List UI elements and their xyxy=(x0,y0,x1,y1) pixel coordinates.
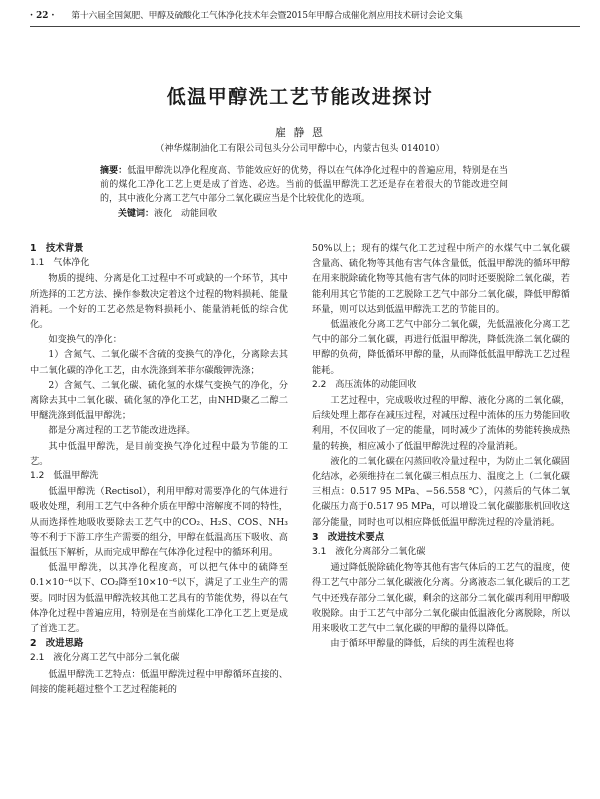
body-paragraph: 由于循环甲醇量的降低，后续的再生流程也将 xyxy=(330,638,515,650)
body-paragraph: 工艺过程中，完成吸收过程的甲醇、液化分离的二氧化碳，后续处理上都存在减压过程，对减压过程中流体的压力势能回收利用，不仅回收了一定的能量，同时减少了流体的势能转换成热量的转换，相应减小了低温甲醇洗过程的冷量消耗。 xyxy=(312,395,570,452)
left-column xyxy=(30,241,288,697)
body-paragraph: 都是分离过程的工艺节能改进选择。 xyxy=(48,425,196,437)
section-heading: 3 改进技术要点 xyxy=(312,531,385,543)
keywords-label: 关键词： xyxy=(118,209,155,219)
running-header xyxy=(30,6,580,27)
body-paragraph: 通过降低脱除硫化物等其他有害气体后的工艺气的温度，使得工艺气中部分二氧化碳液化分离。分离液态二氧化碳后的工艺气中还残存部分二氧化碳，剩余的这部分二氧化碳再利用甲醇吸收脱除。由于工艺气中部分二氧化碳由低温液化分离脱除，所以用来吸收工艺气中二氧化碳的甲醇的量得以降低。 xyxy=(312,562,570,635)
article-title: 低温甲醇洗工艺节能改进探讨 xyxy=(166,86,434,108)
keywords-text: 液化 动能回收 xyxy=(154,209,218,219)
right-column xyxy=(312,241,570,651)
section-heading: 1 技术背景 xyxy=(30,243,84,254)
abstract-label: 摘要： xyxy=(100,166,128,176)
body-paragraph: 其中低温甲醇洗，是目前变换气净化过程中最为节能的工艺。 xyxy=(30,440,288,467)
keywords xyxy=(118,207,508,221)
body-paragraph: 低温液化分离工艺气中部分二氧化碳，先低温液化分离工艺气中的部分二氧化碳，再进行低温甲醇洗，降低洗涤二氧化碳的甲醇的负荷，降低循环甲醇的量，从而降低低温甲醇洗工艺过程能耗。 xyxy=(312,319,570,376)
section-heading: 2 改进思路 xyxy=(30,638,84,650)
journal-title: 第十六届全国氮肥、甲醇及硫酸化工气体净化技术年会暨2015年甲醇合成催化剂应用技术研讨会论文集 xyxy=(71,11,463,21)
body-paragraph: 低温甲醇洗（Rectisol），利用甲醇对需要净化的气体进行吸收处理，利用工艺气中各种介质在甲醇中溶解度不同的特性，从而选择性地吸收要除去工艺气中的CO₂、H₂S、COS、NH₃等不利于下游工序生产需要的组分，甲醇在低温高压下吸收、高温低压下解析，从而完成甲醇在气体净化过程中的循环利用。 xyxy=(30,486,288,559)
subsection-heading: 1.2 低温甲醇洗 xyxy=(30,471,99,482)
page-number: · 22 · xyxy=(30,11,55,21)
body-paragraph: 低温甲醇洗，以其净化程度高，可以把气体中的硫降至0.1×10⁻⁶以下、CO₂降至10×10⁻⁶以下，满足了工业生产的需要。同时因为低温甲醇洗较其他工艺具有的节能优势，得以在气体净化过程中普遍应用，特别是在当前煤化工净化工艺上更是成了首选工艺。 xyxy=(30,562,288,635)
subsection-heading: 3.1 液化分离部分二氧化碳 xyxy=(312,547,426,558)
body-paragraph: 如变换气的净化： xyxy=(48,334,122,346)
body-paragraph: 低温甲醇洗工艺特点：低温甲醇洗过程中甲醇循环直接的、间接的能耗超过整个工艺过程能耗的 xyxy=(30,668,288,695)
author-name: 雇 静 恩 xyxy=(275,126,325,139)
subsection-heading: 2.2 高压流体的动能回收 xyxy=(312,379,417,390)
abstract-text: 低温甲醇洗以净化程度高、节能效应好的优势，得以在气体净化过程中的普遍应用，特别是在当前的煤化工净化工艺上更是成了首选、必选。当前的低温甲醇洗工艺还是存在着很大的节能改进空间的，其中液化分离工艺气中部分二氧化碳应当是个比较优化的选项。 xyxy=(100,166,508,204)
body-paragraph: 50%以上；现有的煤气化工艺过程中所产的水煤气中二氧化碳含量高、硫化物等其他有害气体含量低，低温甲醇洗的循环甲醇在用来脱除硫化物等其他有害气体的同时还要脱除二氧化碳，若能利用其它节能的工艺脱除工艺气中部分二氧化碳，降低甲醇循环量，则可以达到低温甲醇洗工艺的节能目的。 xyxy=(312,243,570,315)
author-affiliation: （神华煤制油化工有限公司包头分公司甲醇中心，内蒙古包头 014010） xyxy=(155,144,445,154)
body-paragraph: 物质的提纯、分离是化工过程中不可或缺的一个环节，其中所选择的工艺方法、操作参数决定着这个过程的物料损耗、能量消耗。一个好的工艺必然是物料损耗小、能量消耗低的综合优化。 xyxy=(30,273,288,331)
body-paragraph: 2）含氮气、二氧化碳、硫化氢的水煤气变换气的净化，分离除去其中二氧化碳、硫化氢的净化工艺，由NHD聚乙二醇二甲醚洗涤到低温甲醇洗； xyxy=(30,379,288,422)
subsection-heading: 1.1 气体净化 xyxy=(30,258,90,269)
body-paragraph: 液化的二氧化碳在闪蒸回收冷量过程中，为防止二氧化碳固化结冰，必须维持在二氧化碳三相点压力、温度之上（二氧化碳三相点：0.517 95 MPa、−56.558 ℃），闪蒸后的气体二氧化碳压力高于0.517 95 MPa，可以增设二氧化碳膨胀机回收这部分能量，同时也可以相应降低低温甲醇洗过程的冷量消耗。 xyxy=(312,455,570,528)
abstract xyxy=(100,164,508,206)
body-paragraph: 1）含氮气、二氧化碳不含硫的变换气的净化，分离除去其中二氧化碳的净化工艺，由水洗涤到苯菲尔碳酸钾洗涤； xyxy=(30,349,288,376)
subsection-heading: 2.1 液化分离工艺气中部分二氧化碳 xyxy=(30,653,180,664)
